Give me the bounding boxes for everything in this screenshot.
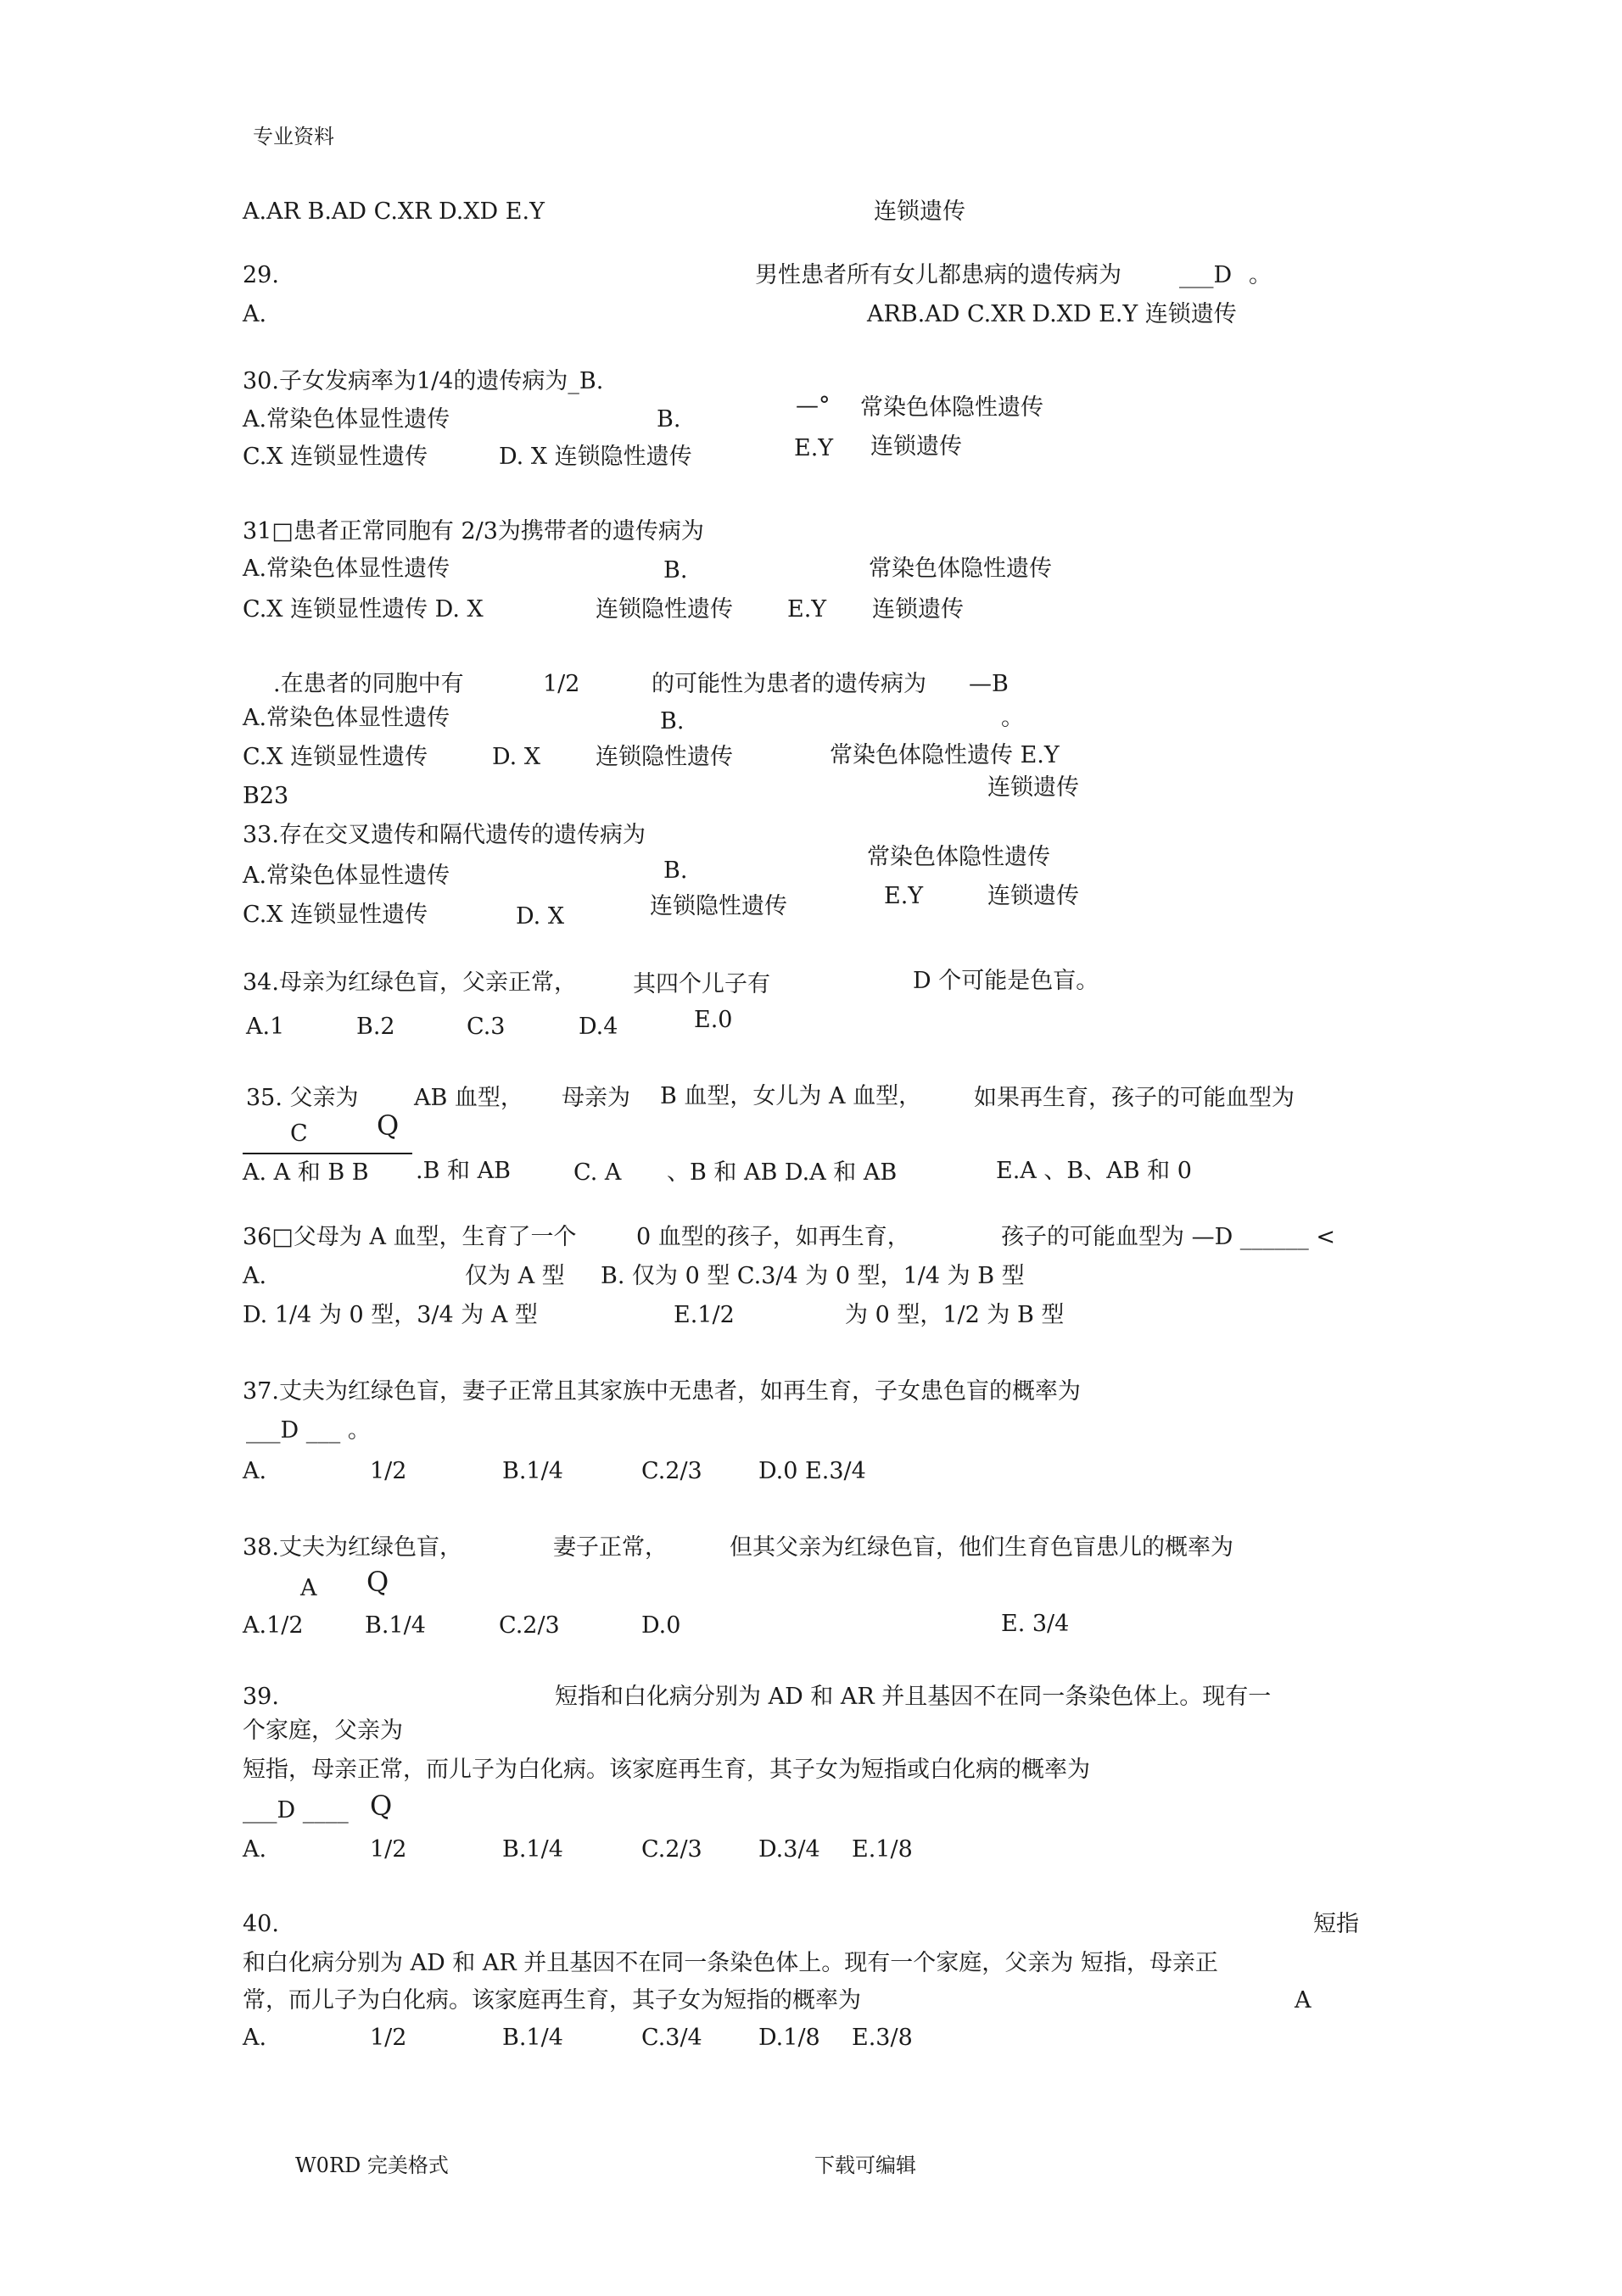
- option: D.0: [641, 1612, 681, 1639]
- option: A.: [243, 1263, 267, 1289]
- option: A.常染色体显性遗传: [243, 705, 450, 731]
- question-text: B 血型，女儿为 A 血型，: [660, 1083, 922, 1109]
- answer-underline: [243, 1153, 412, 1154]
- option: 连锁遗传: [987, 883, 1079, 909]
- option: 、B 和 AB D.A 和 AB: [667, 1159, 898, 1186]
- option: 常染色体隐性遗传 E.Y: [830, 742, 1060, 768]
- option: 1/2: [370, 1836, 407, 1863]
- option: E.Y: [794, 435, 834, 461]
- question-text: 34.母亲为红绿色盲，父亲正常，: [243, 969, 577, 996]
- question-text: 1/2: [543, 671, 580, 697]
- option: 连锁遗传: [870, 433, 962, 460]
- option: A.: [243, 301, 267, 327]
- question-text: 孩子的可能血型为 —D ______ <: [1001, 1224, 1336, 1250]
- option: E.Y: [884, 883, 924, 909]
- option: B.1/4: [502, 1836, 563, 1863]
- question-number: B23: [243, 783, 289, 809]
- option: D.4: [579, 1014, 618, 1040]
- question-mark: Q: [370, 1790, 393, 1822]
- option: A.常染色体显性遗传: [243, 556, 450, 582]
- option: C.2/3: [499, 1612, 560, 1639]
- question-text: 35. 父亲为: [246, 1085, 359, 1111]
- question-answer: —B: [969, 671, 1009, 697]
- option: C.X 连锁显性遗传: [243, 444, 428, 470]
- option: —°: [796, 393, 831, 419]
- option: D.3/4: [758, 1836, 820, 1863]
- option: B.: [663, 557, 688, 584]
- option: 常染色体隐性遗传: [869, 556, 1052, 582]
- option: E.3/8: [852, 2025, 913, 2051]
- question-text: 38.丈夫为红绿色盲，: [243, 1534, 462, 1561]
- question-answer: ___D ____: [243, 1797, 349, 1824]
- question-answer: A: [300, 1575, 317, 1601]
- question-text: 其四个儿子有: [633, 971, 770, 997]
- question-text: 36□父母为 A 血型，生育了一个: [243, 1224, 577, 1250]
- option: B.: [660, 708, 685, 735]
- options-line: ARB.AD C.XR D.XD E.Y 连锁遗传: [867, 301, 1237, 327]
- option: B.1/4: [365, 1612, 426, 1639]
- question-text: .在患者的同胞中有: [273, 671, 464, 697]
- option: A.: [243, 1836, 267, 1863]
- option: 连锁隐性遗传: [650, 893, 787, 919]
- option: 仅为 A 型: [465, 1263, 565, 1289]
- question-text: 母亲为: [562, 1085, 630, 1111]
- option: 为 0 型，1/2 为 B 型: [845, 1302, 1065, 1328]
- option: C.3/4: [641, 2025, 702, 2051]
- option: D. X: [516, 903, 565, 930]
- option: .B 和 AB: [416, 1158, 511, 1184]
- option: A.1: [246, 1014, 285, 1040]
- option: A.常染色体显性遗传: [243, 406, 450, 433]
- page-footer-left: W0RD 完美格式: [295, 2154, 449, 2177]
- question-number: 40.: [243, 1911, 279, 1937]
- option: E.1/8: [852, 1836, 913, 1863]
- option: 1/2: [370, 2025, 407, 2051]
- option: C.X 连锁显性遗传 D. X: [243, 596, 484, 623]
- option: 常染色体隐性遗传: [860, 394, 1043, 421]
- option: E.A 、B、AB 和 0: [996, 1158, 1192, 1184]
- option: B. 仅为 0 型 C.3/4 为 0 型，1/4 为 B 型: [601, 1263, 1025, 1289]
- question-text: 37.丈夫为红绿色盲，妻子正常且其家族中无患者，如再生育，子女患色盲的概率为: [243, 1378, 1081, 1405]
- question-answer: ___D ___ 。: [246, 1417, 371, 1444]
- option: B.: [663, 858, 688, 884]
- option: 1/2: [370, 1458, 407, 1484]
- option: A.: [243, 2025, 267, 2051]
- option: D. X 连锁隐性遗传: [499, 444, 692, 470]
- page-footer-right: 下载可编辑: [814, 2154, 916, 2177]
- option: D.0 E.3/4: [758, 1458, 866, 1484]
- option: 连锁隐性遗传: [596, 744, 733, 770]
- option: A. A 和 B B: [243, 1159, 369, 1186]
- question-text: AB 血型，: [414, 1085, 523, 1111]
- question-answer: ___D: [1179, 262, 1233, 288]
- question-text: 短指和白化病分别为 AD 和 AR 并且基因不在同一条染色体上。现有一: [555, 1684, 1272, 1710]
- question-text: 短指，母亲正常，而儿子为白化病。该家庭再生育，其子女为短指或白化病的概率为: [243, 1757, 1090, 1783]
- option: 。: [1001, 705, 1024, 731]
- option: B.2: [356, 1014, 395, 1040]
- option: A.: [243, 1458, 267, 1484]
- question-text: 31□患者正常同胞有 2/3为携带者的遗传病为: [243, 518, 704, 545]
- question-text: 的可能性为患者的遗传病为: [652, 671, 926, 697]
- question-text: 常，而儿子为白化病。该家庭再生育，其子女为短指的概率为: [243, 1987, 861, 2014]
- question-mark: Q: [377, 1109, 400, 1142]
- option: C.2/3: [641, 1458, 702, 1484]
- option: B.: [657, 406, 681, 433]
- question-text: 0 血型的孩子，如再生育，: [636, 1224, 910, 1250]
- question-text: 个家庭，父亲为: [243, 1718, 403, 1744]
- question-text: 。: [1249, 262, 1272, 288]
- question-mark: Q: [366, 1566, 389, 1598]
- option: B.1/4: [502, 1458, 563, 1484]
- option: C.3: [467, 1014, 506, 1040]
- question-answer: A: [1295, 1987, 1312, 2014]
- question-text: 短指: [1313, 1911, 1359, 1937]
- question-text: 但其父亲为红绿色盲，他们生育色盲患儿的概率为: [730, 1534, 1233, 1561]
- option: C.2/3: [641, 1836, 702, 1863]
- question-text: 30.子女发病率为1/4的遗传病为_B.: [243, 368, 604, 394]
- question-text: 妻子正常，: [553, 1534, 668, 1561]
- question-text: D 个可能是色盲。: [913, 968, 1099, 994]
- option: A.1/2: [243, 1612, 304, 1639]
- option: E.Y: [787, 596, 827, 623]
- question-text: 33.存在交叉遗传和隔代遗传的遗传病为: [243, 822, 646, 848]
- question-answer: C: [290, 1120, 308, 1147]
- question-number: 29.: [243, 262, 279, 288]
- question-text: 如果再生育，孩子的可能血型为: [974, 1085, 1295, 1111]
- option: 连锁遗传: [987, 774, 1079, 801]
- option: 连锁遗传: [872, 596, 964, 623]
- option: C. A: [573, 1159, 622, 1186]
- option: C.X 连锁显性遗传: [243, 902, 428, 928]
- question-text: 和白化病分别为 AD 和 AR 并且基因不在同一条染色体上。现有一个家庭，父亲为 短指，母亲正: [243, 1950, 1218, 1976]
- question-text: 男性患者所有女儿都患病的遗传病为: [755, 262, 1121, 288]
- page-header: 专业资料: [253, 125, 334, 148]
- option: E. 3/4: [1001, 1611, 1070, 1637]
- option: D.1/8: [758, 2025, 820, 2051]
- options-line: 连锁遗传: [874, 198, 965, 225]
- option: 常染色体隐性遗传: [867, 844, 1050, 870]
- option: A.常染色体显性遗传: [243, 863, 450, 889]
- option: D. 1/4 为 0 型，3/4 为 A 型: [243, 1302, 538, 1328]
- option: B.1/4: [502, 2025, 563, 2051]
- option: E.1/2: [674, 1302, 735, 1328]
- option: C.X 连锁显性遗传: [243, 744, 428, 770]
- question-number: 39.: [243, 1684, 279, 1710]
- options-line: A.AR B.AD C.XR D.XD E.Y: [243, 198, 545, 225]
- option: D. X: [492, 744, 541, 770]
- option: E.0: [694, 1007, 733, 1033]
- option: 连锁隐性遗传: [596, 596, 733, 623]
